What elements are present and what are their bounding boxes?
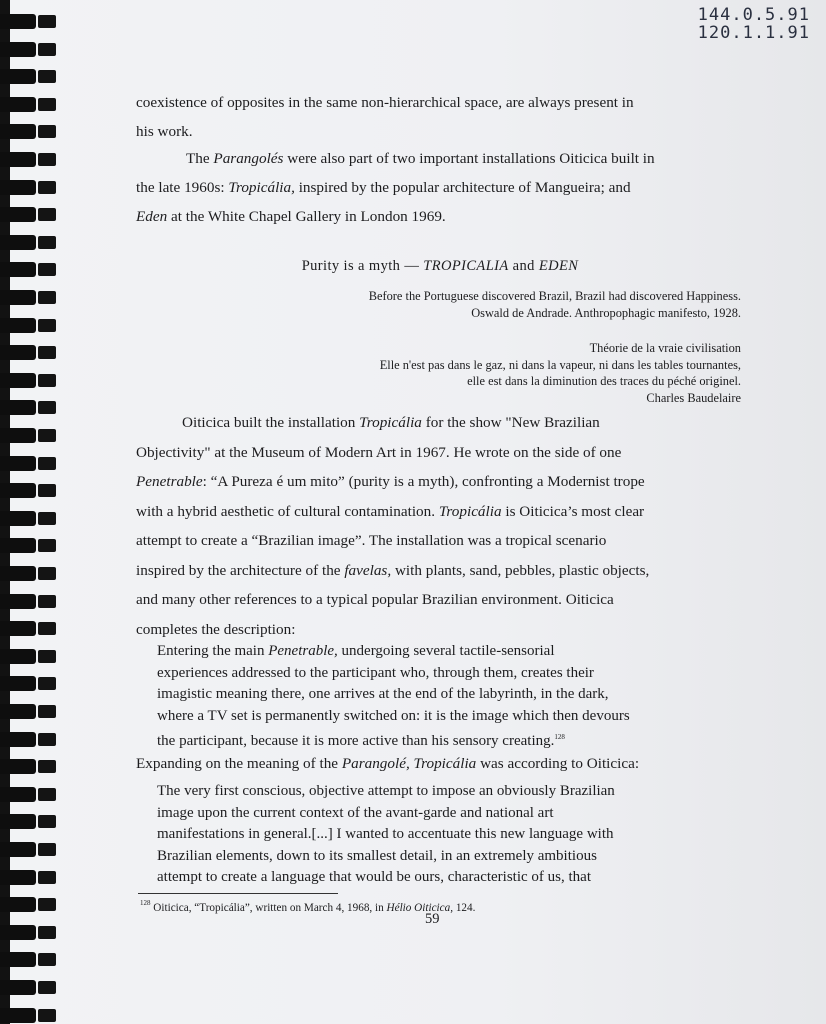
- binding-ring: [0, 732, 60, 747]
- text-line: coexistence of opposites in the same non-hierarchical space, are always present in: [136, 94, 634, 111]
- text-line: manifestations in general.[...] I wanted to accentuate this new language with: [157, 826, 614, 842]
- text-line: experiences addressed to the participant who, through them, creates their: [157, 664, 594, 681]
- binding-ring: [0, 207, 60, 222]
- footnote-divider: [138, 893, 338, 894]
- binding-ring: [0, 69, 60, 84]
- binding-ring: [0, 787, 60, 802]
- text-line: imagistic meaning there, one arrives at the end of the labyrinth, in the dark,: [157, 686, 609, 702]
- epigraph-baudelaire: [200, 340, 741, 406]
- text-line: Expanding on the meaning of the Parangolé, Tropicália was according to Oiticica:: [136, 755, 640, 772]
- text-line: the participant, because it is more active than his sensory creating.$^{128}$: [157, 733, 565, 749]
- binding-ring: [0, 345, 60, 360]
- handwritten-ref-2: 120.1.1.91: [697, 23, 810, 43]
- text-line: Eden at the White Chapel Gallery in London 1969.: [136, 208, 446, 225]
- binding-ring: [0, 566, 60, 581]
- epigraph-attribution: Charles Baudelaire: [646, 390, 741, 405]
- binding-ring: [0, 511, 60, 526]
- text-line: Penetrable: “A Pureza é um mito” (purity is a myth), confronting a Modernist trope: [136, 473, 645, 490]
- binding-ring: [0, 952, 60, 967]
- binding-ring: [0, 400, 60, 415]
- binding-ring: [0, 318, 60, 333]
- text-line: Entering the main Penetrable, undergoing several tactile-sensorial: [157, 643, 555, 659]
- text-line: The Parangolés were also part of two important installations Oiticica built in: [186, 150, 655, 167]
- binding-ring: [0, 428, 60, 443]
- binding-ring: [0, 290, 60, 305]
- handwritten-ref-1: 144.0.5.91: [697, 5, 810, 25]
- bridge-paragraph: [136, 752, 744, 776]
- binding-ring: [0, 14, 60, 29]
- epigraph-quote: elle est dans la diminution des traces du péché originel.: [467, 374, 741, 388]
- epigraph-attribution: Oswald de Andrade. Anthropophagic manifesto, 1928.: [471, 305, 741, 320]
- parangoles-paragraph: [136, 144, 744, 231]
- text-line: attempt to create a language that would be ours, characteristic of us, that: [157, 869, 591, 885]
- epigraph-andrade: [200, 288, 741, 321]
- binding-ring: [0, 124, 60, 139]
- block-quote-description: [157, 641, 747, 753]
- intro-paragraph: [136, 88, 744, 146]
- footnote: $^{128}$ Oiticica, “Tropicália”, written on March 4, 1968, in Hélio Oiticica, 124.: [140, 899, 476, 914]
- page-number: 59: [425, 911, 440, 927]
- binding-ring: [0, 373, 60, 388]
- handwritten-reference: [698, 6, 810, 42]
- footnote-marker: 128: [554, 733, 565, 741]
- tropicalia-paragraph: [136, 408, 744, 644]
- binding-ring: [0, 842, 60, 857]
- binding-ring: [0, 814, 60, 829]
- block-quote-brazilian-image: [157, 781, 747, 889]
- binding-ring: [0, 42, 60, 57]
- epigraph-quote: Before the Portuguese discovered Brazil, Brazil had discovered Happiness.: [368, 289, 741, 303]
- footnote-number: 128: [140, 899, 151, 907]
- text-line: the late 1960s: Tropicália, inspired by the popular architecture of Mangueira; and: [136, 179, 631, 196]
- binding-ring: [0, 925, 60, 940]
- binding-ring: [0, 897, 60, 912]
- text-line: Brazilian elements, down to its smallest detail, in an extremely ambitious: [157, 847, 597, 864]
- binding-ring: [0, 235, 60, 250]
- text-line: with a hybrid aesthetic of cultural contamination. Tropicália is Oiticica’s most clear: [136, 502, 645, 520]
- binding-ring: [0, 621, 60, 636]
- binding-ring: [0, 456, 60, 471]
- text-line: where a TV set is permanently switched on: it is the image which then devours: [157, 707, 630, 724]
- binding-ring: [0, 538, 60, 553]
- binding-ring: [0, 594, 60, 609]
- text-line: his work.: [136, 123, 193, 140]
- binding-ring: [0, 759, 60, 774]
- epigraph-title: Théorie de la vraie civilisation: [589, 341, 741, 355]
- binding-ring: [0, 870, 60, 885]
- binding-ring: [0, 1008, 60, 1023]
- section-heading: Purity is a myth — TROPICALIA and EDEN: [301, 258, 579, 274]
- text-line: image upon the current context of the avant-garde and national art: [157, 804, 554, 821]
- binding-ring: [0, 97, 60, 112]
- text-line: The very first conscious, objective attempt to impose an obviously Brazilian: [157, 783, 615, 799]
- binding-ring: [0, 180, 60, 195]
- binding-ring: [0, 152, 60, 167]
- text-line: completes the description:: [136, 620, 296, 638]
- text-line: Oiticica built the installation Tropicália for the show "New Brazilian: [182, 414, 600, 431]
- text-line: inspired by the architecture of the favelas, with plants, sand, pebbles, plastic objects,: [136, 561, 650, 579]
- text-line: Objectivity" at the Museum of Modern Art in 1967. He wrote on the side of one: [136, 443, 622, 461]
- epigraph-quote: Elle n'est pas dans le gaz, ni dans la vapeur, ni dans les tables tournantes,: [379, 357, 741, 372]
- binding-ring: [0, 649, 60, 664]
- binding-ring: [0, 262, 60, 277]
- binding-ring: [0, 704, 60, 719]
- text-line: attempt to create a “Brazilian image”. The installation was a tropical scenario: [136, 532, 607, 549]
- binding-ring: [0, 676, 60, 691]
- binding-ring: [0, 980, 60, 995]
- spiral-binding: [0, 0, 62, 1024]
- text-line: and many other references to a typical popular Brazilian environment. Oiticica: [136, 591, 614, 608]
- binding-ring: [0, 483, 60, 498]
